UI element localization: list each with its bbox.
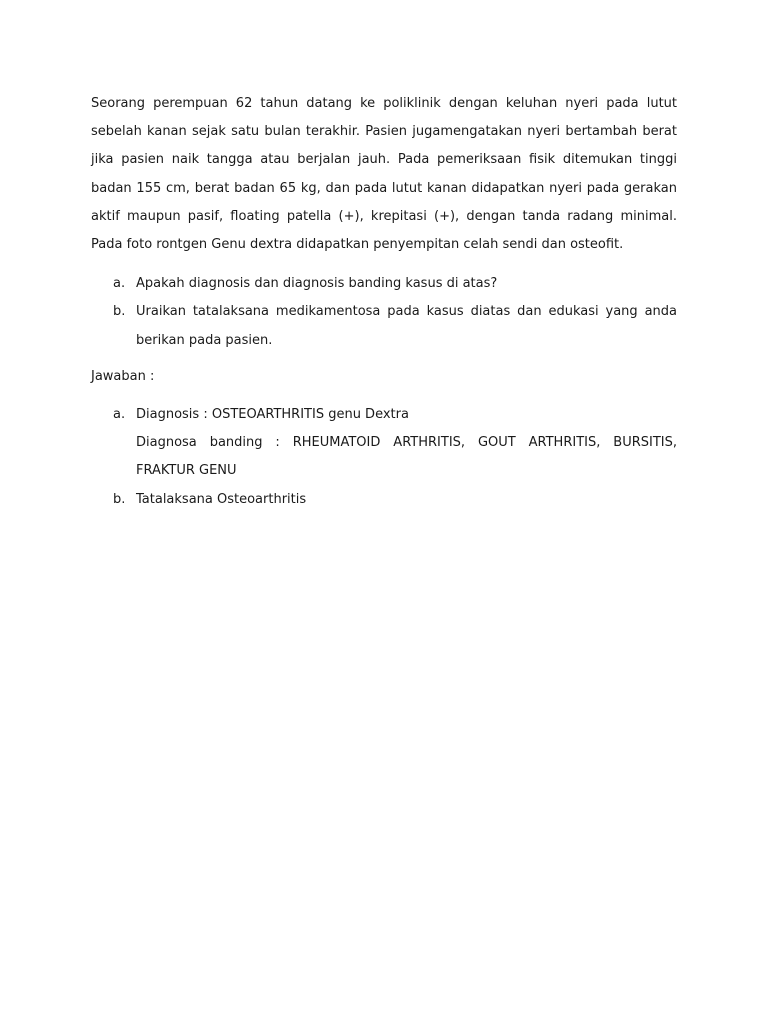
answer-item — [91, 486, 677, 514]
case-paragraph: Seorang perempuan 62 tahun datang ke poliklinik dengan keluhan nyeri pada lutut sebelah kanan sejak satu bulan terakhir. Pasien jugamengatakan nyeri bertambah berat jika pasien naik tangga atau berjalan jauh. Pada pemeriksaan fisik ditemukan tinggi badan 155 cm, berat badan 65 kg, dan pada lutut kanan didapatkan nyeri pada gerakan aktif maupun pasif, floating patella (+), krepitasi (+), dengan tanda radang minimal. Pada foto rontgen Genu dextra didapatkan penyempitan celah sendi dan osteofit. — [91, 96, 677, 253]
diagnosis-text: Diagnosis : OSTEOARTHRITIS genu Dextra — [136, 407, 409, 423]
question-text: Uraikan tatalaksana medikamentosa pada kasus diatas dan edukasi yang anda berikan pada pasien. — [136, 304, 677, 348]
question-item — [91, 298, 677, 354]
treatment-text: Tatalaksana Osteoarthritis — [136, 491, 307, 507]
answer-marker: a. — [113, 407, 126, 423]
question-marker: b. — [113, 304, 126, 320]
answer-list — [91, 401, 677, 514]
differential-diagnosis-text: Diagnosa banding : RHEUMATOID ARTHRITIS, GOUT ARTHRITIS, BURSITIS, FRAKTUR GENU — [136, 435, 677, 479]
question-list — [91, 270, 677, 355]
question-marker: a. — [113, 276, 126, 292]
question-text: Apakah diagnosis dan diagnosis banding kasus di atas? — [136, 276, 498, 292]
answer-body — [136, 401, 677, 486]
answer-marker: b. — [113, 491, 126, 507]
answer-item — [91, 401, 677, 486]
question-item — [91, 270, 677, 298]
document-content — [91, 90, 677, 514]
answer-label: Jawaban : — [91, 368, 155, 384]
